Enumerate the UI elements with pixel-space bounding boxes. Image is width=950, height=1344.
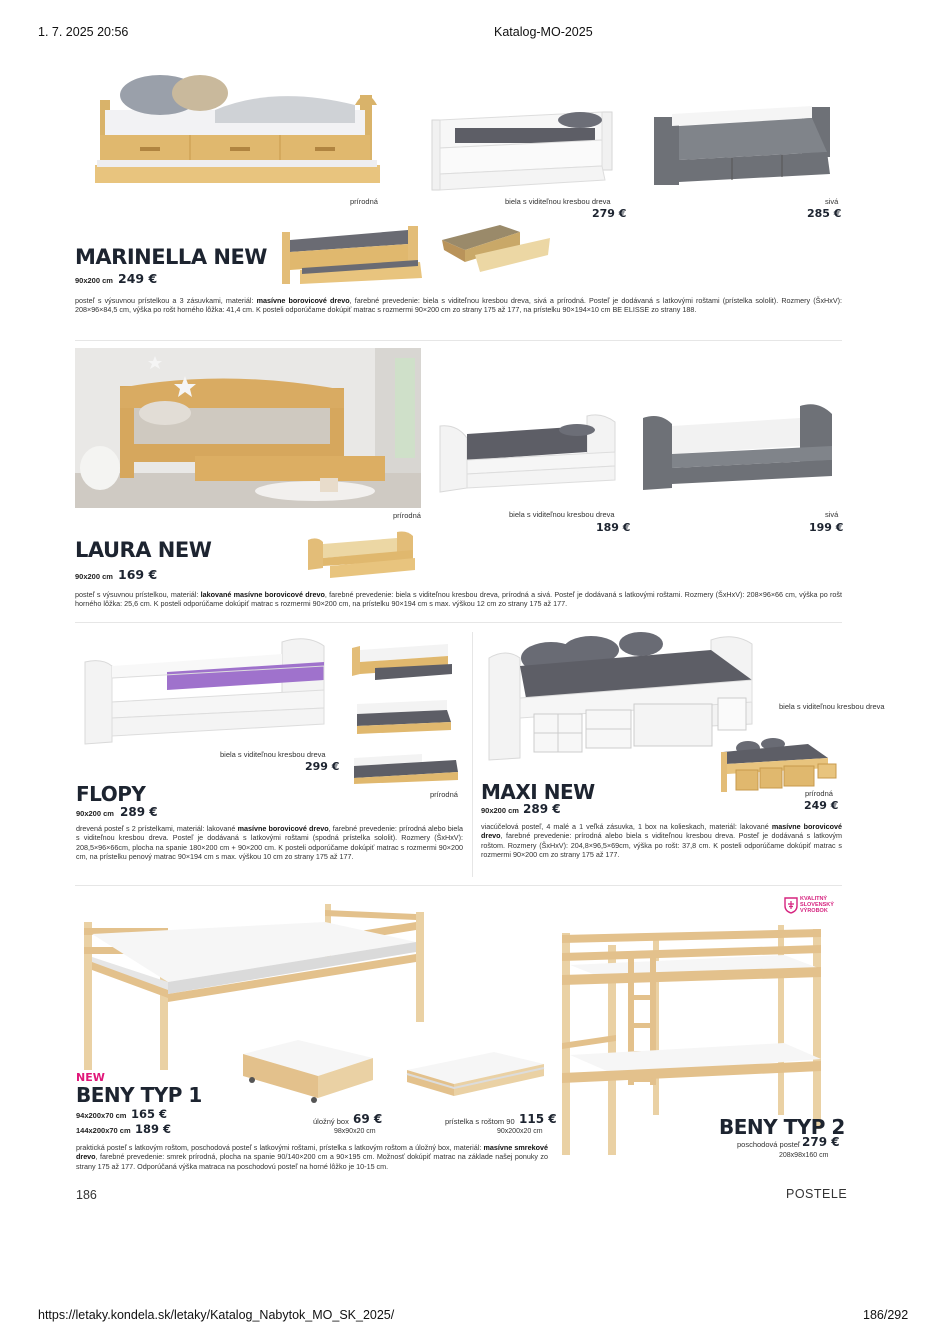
laura-description: posteľ s výsuvnou prístelkou, materiál: lakované masívne borovicové drevo, farebné prevedenie: biela s viditeľnou kresbou dreva, prírodná a sivá. Posteľ je dodávaná s latkovými roštami. Rozmery (ŠxHxV): 208×96×66 cm, výška po rošt horného lôžka: 25,6 cm. K posteli odporúčame dokúpiť matrac s rozmermi 90×200 cm, na prístelku 90×194 cm s max. výškou 12 cm zo strany 175 až 177. <box>75 590 842 609</box>
section-label: POSTELE <box>786 1187 848 1201</box>
flopy-price: 289 € <box>120 805 158 819</box>
flopy-photo-natural-2 <box>355 696 455 736</box>
badge-line-1: KVALITNÝ <box>800 896 828 902</box>
laura-price: 169 € <box>118 567 158 582</box>
marinella-photo-natural <box>85 65 385 193</box>
slovak-quality-badge <box>784 896 844 918</box>
beny1-price-b: 189 € <box>135 1122 172 1136</box>
slovak-shield-icon <box>784 897 798 914</box>
print-page-counter: 186/292 <box>863 1308 909 1322</box>
maxi-variant-white-1: biela s viditeľnou kresbou dreva <box>779 702 885 711</box>
beny1-photo-trundle <box>404 1048 548 1112</box>
marinella-description: posteľ s výsuvnou prístelkou a 3 zásuvkami, materiál: masívne borovicové drevo, farebné prevedenie: biela s viditeľnou kresbou dreva, sivá a prírodná. Posteľ je dodávaná s latkovými roštami (prístelka sololit). Rozmery (ŠxHxV): 208×96×84,5 cm, výška po rošt horného lôžka: 41,4 cm. K posteli odporúčame dokúpiť matrac s rozmermi 90×200 cm zo strany 175 až 177, na prístelku 90×194×10 cm BE ELISSE zo strany 188. <box>75 296 843 315</box>
laura-size: 90x200 cm <box>75 572 113 581</box>
beny1-new-tag: NEW <box>76 1071 105 1084</box>
laura-price-grey: 199 € <box>809 521 844 534</box>
beny2-title: BENY TYP 2 <box>719 1115 845 1139</box>
maxi-photo-white <box>486 628 756 766</box>
beny1-title: BENY TYP 1 <box>76 1083 202 1107</box>
marinella-price: 249 € <box>118 271 158 286</box>
divider <box>75 885 842 886</box>
flopy-photo-white <box>82 632 327 752</box>
laura-photo-detail <box>305 528 417 580</box>
marinella-photo-white <box>430 100 615 192</box>
beny1-trundle-price: 115 € <box>519 1112 557 1126</box>
maxi-variant-natural: prírodná <box>805 789 833 798</box>
beny1-price-a: 165 € <box>131 1107 168 1121</box>
divider <box>75 340 842 341</box>
flopy-price-white: 299 € <box>305 760 340 773</box>
laura-price-white: 189 € <box>596 521 631 534</box>
flopy-photo-natural-1 <box>350 638 455 684</box>
marinella-photo-detail-2 <box>440 220 552 275</box>
beny1-box-price: 69 € <box>353 1112 383 1126</box>
marinella-variant-white: biela s viditeľnou kresbou dreva <box>505 197 611 206</box>
beny1-box-label: úložný box <box>313 1117 349 1126</box>
vertical-divider <box>472 632 473 877</box>
marinella-title: MARINELLA NEW <box>75 245 267 269</box>
maxi-description: viacúčelová posteľ, 4 malé a 1 veľká zásuvka, 1 box na kolieskach, materiál: lakované masívne borovicové drevo, farebné prevedenie: prírodná alebo biela s viditeľnou kresbou dreva. Posteľ je dodávaná s latkovým roštom. Rozmery (ŠxHxV): 204,8×96,5×69cm, výška po rošt: 37,8 cm. K posteli odporúčame dokúpiť matrac s rozmermi 90×200 cm zo strany 175 až 177. <box>481 822 842 860</box>
marinella-price-white: 279 € <box>592 207 627 220</box>
maxi-price-natural: 249 € <box>804 799 839 812</box>
laura-title: LAURA NEW <box>75 538 212 562</box>
maxi-price: 289 € <box>523 802 561 816</box>
beny1-size-b: 144x200x70 cm <box>76 1126 131 1135</box>
marinella-photo-grey <box>652 102 834 187</box>
beny1-description: praktická posteľ s latkovým roštom, poschodová posteľ s latkovými roštami, prístelka s latkovým roštom a úložný box, materiál: masívne smrekové drevo, farebné prevedenie: smrek prírodná, plocha na spanie 90/140×200 cm a 90×195 cm. Možnosť dokúpiť matrac na základe našej ponuky zo strany 175 až 177. Odporúčaná výška matraca na poschodovú posteľ na horné lôžko je 10-15 cm. <box>76 1143 548 1171</box>
maxi-size: 90x200 cm <box>481 806 519 815</box>
laura-variant-natural: prírodná <box>393 511 421 520</box>
marinella-size: 90x200 cm <box>75 276 113 285</box>
laura-variant-grey: sivá <box>825 510 839 519</box>
beny2-price: 279 € <box>802 1135 840 1149</box>
laura-photo-grey <box>640 398 836 494</box>
flopy-title: FLOPY <box>76 782 146 806</box>
marinella-variant-natural: prírodná <box>350 197 378 206</box>
beny2-size: 208x98x160 cm <box>779 1152 829 1159</box>
print-doc-title: Katalog-MO-2025 <box>494 25 593 39</box>
beny1-box-size: 98x90x20 cm <box>334 1128 376 1135</box>
badge-line-3: VÝROBOK <box>800 908 828 915</box>
beny2-label: poschodová posteľ <box>737 1140 801 1149</box>
badge-line-2: SLOVENSKÝ <box>800 902 834 909</box>
laura-variant-white: biela s viditeľnou kresbou dreva <box>509 510 615 519</box>
flopy-description: drevená posteľ s 2 prístelkami, materiál: lakované masívne borovicové drevo, farebné prevedenie: prírodná alebo biela s viditeľnou kresbou dreva. Posteľ je dodávaná s latkovými roštami (spodná prístelka sololit). Rozmery (ŠxHxV): 208,5×96×66cm, plocha na spanie 180×200 cm + 90×200 cm. K posteli odporúčame dokúpiť matrac s rozmermi 90×200 cm, na prístelku penový matrac 90×194 cm s max. výškou 10 cm zo strany 175 až 177. <box>76 824 463 862</box>
print-url: https://letaky.kondela.sk/letaky/Katalog_Nabytok_MO_SK_2025/ <box>38 1308 395 1322</box>
beny1-size-a: 94x200x70 cm <box>76 1111 127 1120</box>
divider <box>75 622 842 623</box>
laura-photo-white <box>437 408 617 496</box>
marinella-variant-grey: sivá <box>825 197 839 206</box>
beny1-trundle-label: prístelka s roštom 90 <box>445 1117 515 1126</box>
marinella-photo-detail-1 <box>280 222 425 287</box>
beny1-trundle-size: 90x200x20 cm <box>497 1128 543 1135</box>
flopy-size: 90x200 cm <box>76 809 114 818</box>
flopy-variant-natural: prírodná <box>430 790 458 799</box>
print-datetime: 1. 7. 2025 20:56 <box>38 25 129 39</box>
marinella-price-grey: 285 € <box>807 207 842 220</box>
beny1-photo-storage-box <box>238 1032 378 1112</box>
maxi-title: MAXI NEW <box>481 780 595 804</box>
maxi-photo-natural <box>718 738 840 794</box>
laura-photo-room <box>75 348 421 508</box>
page-number: 186 <box>76 1188 97 1202</box>
flopy-photo-natural-3 <box>352 750 460 786</box>
flopy-variant-white: biela s viditeľnou kresbou dreva <box>220 750 326 759</box>
